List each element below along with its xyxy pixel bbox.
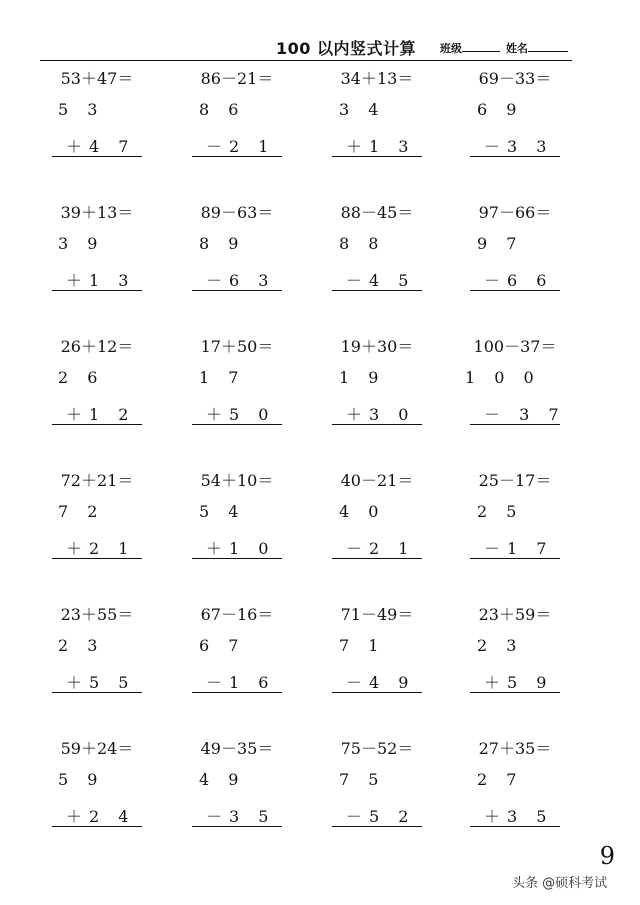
operand-bottom: ＋5 0 xyxy=(206,405,276,424)
problem xyxy=(470,196,580,296)
answer-line[interactable] xyxy=(470,826,560,827)
operand-bottom: －4 9 xyxy=(346,673,416,692)
operand-bottom: －3 5 xyxy=(206,807,276,826)
operand-bottom: ＋1 3 xyxy=(346,137,416,156)
problem xyxy=(52,330,162,430)
problem xyxy=(52,464,162,564)
problem-expression: 39＋13＝ xyxy=(60,203,134,222)
operand-top: 2 5 xyxy=(477,502,524,521)
problem-expression: 34＋13＝ xyxy=(340,69,414,88)
name-field xyxy=(506,40,568,56)
problem xyxy=(192,464,302,564)
operand-top: 2 6 xyxy=(58,368,105,387)
problem-expression: 23＋55＝ xyxy=(60,605,134,624)
problem xyxy=(52,62,162,162)
operand-bottom: ＋3 5 xyxy=(484,807,554,826)
operand-bottom: －6 6 xyxy=(484,271,554,290)
answer-line[interactable] xyxy=(192,290,282,291)
problem xyxy=(470,62,580,162)
problem-expression: 75－52＝ xyxy=(340,739,414,758)
problem xyxy=(470,598,580,698)
operand-top: 4 9 xyxy=(199,770,246,789)
problem xyxy=(192,330,302,430)
answer-line[interactable] xyxy=(192,692,282,693)
name-blank[interactable] xyxy=(528,41,568,52)
problem-expression: 86－21＝ xyxy=(200,69,274,88)
operand-bottom: －2 1 xyxy=(206,137,276,156)
operand-top: 2 7 xyxy=(477,770,524,789)
problem-expression: 89－63＝ xyxy=(200,203,274,222)
answer-line[interactable] xyxy=(470,156,560,157)
worksheet-title: 100 以内竖式计算 xyxy=(276,39,416,58)
operand-bottom: ＋1 2 xyxy=(66,405,136,424)
answer-line[interactable] xyxy=(192,424,282,425)
operand-top: 4 0 xyxy=(339,502,386,521)
operand-top: 8 8 xyxy=(339,234,386,253)
operand-top: 2 3 xyxy=(477,636,524,655)
operand-top: 1 0 0 xyxy=(465,368,541,387)
problem xyxy=(332,62,442,162)
problem xyxy=(192,598,302,698)
operand-top: 8 6 xyxy=(199,100,246,119)
operand-bottom: ＋1 0 xyxy=(206,539,276,558)
problem xyxy=(52,196,162,296)
operand-bottom: － 3 7 xyxy=(484,405,566,424)
answer-line[interactable] xyxy=(52,692,142,693)
answer-line[interactable] xyxy=(470,558,560,559)
operand-top: 1 7 xyxy=(199,368,246,387)
operand-bottom: ＋2 4 xyxy=(66,807,136,826)
class-blank[interactable] xyxy=(462,41,500,52)
operand-bottom: －6 3 xyxy=(206,271,276,290)
problem xyxy=(470,732,580,832)
problem-expression: 59＋24＝ xyxy=(60,739,134,758)
class-label: 班级 xyxy=(440,42,462,55)
answer-line[interactable] xyxy=(470,424,560,425)
operand-bottom: －1 7 xyxy=(484,539,554,558)
operand-top: 3 4 xyxy=(339,100,386,119)
operand-bottom: ＋1 3 xyxy=(66,271,136,290)
name-label: 姓名 xyxy=(506,42,528,55)
problem-expression: 25－17＝ xyxy=(478,471,552,490)
answer-line[interactable] xyxy=(52,156,142,157)
header-rule xyxy=(40,60,572,61)
problem-expression: 54＋10＝ xyxy=(200,471,274,490)
answer-line[interactable] xyxy=(470,290,560,291)
answer-line[interactable] xyxy=(470,692,560,693)
operand-top: 7 5 xyxy=(339,770,386,789)
operand-top: 5 4 xyxy=(199,502,246,521)
operand-bottom: ＋2 1 xyxy=(66,539,136,558)
problem xyxy=(470,464,580,564)
operand-bottom: －2 1 xyxy=(346,539,416,558)
problem-expression: 53＋47＝ xyxy=(60,69,134,88)
operand-top: 9 7 xyxy=(477,234,524,253)
operand-top: 5 3 xyxy=(58,100,105,119)
problem xyxy=(52,598,162,698)
operand-top: 5 9 xyxy=(58,770,105,789)
problem-expression: 97－66＝ xyxy=(478,203,552,222)
operand-top: 6 9 xyxy=(477,100,524,119)
operand-top: 7 2 xyxy=(58,502,105,521)
answer-line[interactable] xyxy=(332,692,422,693)
answer-line[interactable] xyxy=(52,826,142,827)
problem-expression: 27＋35＝ xyxy=(478,739,552,758)
operand-bottom: －3 3 xyxy=(484,137,554,156)
answer-line[interactable] xyxy=(332,156,422,157)
page-number: 9 xyxy=(599,842,615,870)
problem-expression: 72＋21＝ xyxy=(60,471,134,490)
answer-line[interactable] xyxy=(332,424,422,425)
class-field xyxy=(440,40,500,56)
problem-expression: 69－33＝ xyxy=(478,69,552,88)
problem-expression: 71－49＝ xyxy=(340,605,414,624)
problem xyxy=(332,464,442,564)
answer-line[interactable] xyxy=(192,156,282,157)
answer-line[interactable] xyxy=(332,290,422,291)
problem-expression: 23＋59＝ xyxy=(478,605,552,624)
operand-bottom: －1 6 xyxy=(206,673,276,692)
operand-bottom: ＋5 9 xyxy=(484,673,554,692)
problem xyxy=(332,732,442,832)
problem xyxy=(332,330,442,430)
operand-bottom: －5 2 xyxy=(346,807,416,826)
problem-expression: 17＋50＝ xyxy=(200,337,274,356)
problem xyxy=(192,62,302,162)
answer-line[interactable] xyxy=(332,826,422,827)
operand-top: 1 9 xyxy=(339,368,386,387)
problem xyxy=(465,330,580,430)
problem xyxy=(332,598,442,698)
problem xyxy=(332,196,442,296)
problem-expression: 19＋30＝ xyxy=(340,337,414,356)
problem xyxy=(52,732,162,832)
operand-top: 6 7 xyxy=(199,636,246,655)
problem-expression: 26＋12＝ xyxy=(60,337,134,356)
operand-top: 7 1 xyxy=(339,636,386,655)
answer-line[interactable] xyxy=(52,424,142,425)
answer-line[interactable] xyxy=(52,290,142,291)
operand-bottom: ＋5 5 xyxy=(66,673,136,692)
operand-bottom: ＋4 7 xyxy=(66,137,136,156)
operand-top: 8 9 xyxy=(199,234,246,253)
operand-top: 3 9 xyxy=(58,234,105,253)
answer-line[interactable] xyxy=(52,558,142,559)
operand-bottom: －4 5 xyxy=(346,271,416,290)
answer-line[interactable] xyxy=(192,826,282,827)
problem-expression: 67－16＝ xyxy=(200,605,274,624)
watermark: 头条 @硕科考试 xyxy=(512,876,608,891)
worksheet-header xyxy=(40,36,572,60)
answer-line[interactable] xyxy=(332,558,422,559)
operand-top: 2 3 xyxy=(58,636,105,655)
answer-line[interactable] xyxy=(192,558,282,559)
problem-expression: 49－35＝ xyxy=(200,739,274,758)
operand-bottom: ＋3 0 xyxy=(346,405,416,424)
problem xyxy=(192,196,302,296)
problem-expression: 88－45＝ xyxy=(340,203,414,222)
problem-expression: 100－37＝ xyxy=(473,337,557,356)
problem-expression: 40－21＝ xyxy=(340,471,414,490)
problem xyxy=(192,732,302,832)
